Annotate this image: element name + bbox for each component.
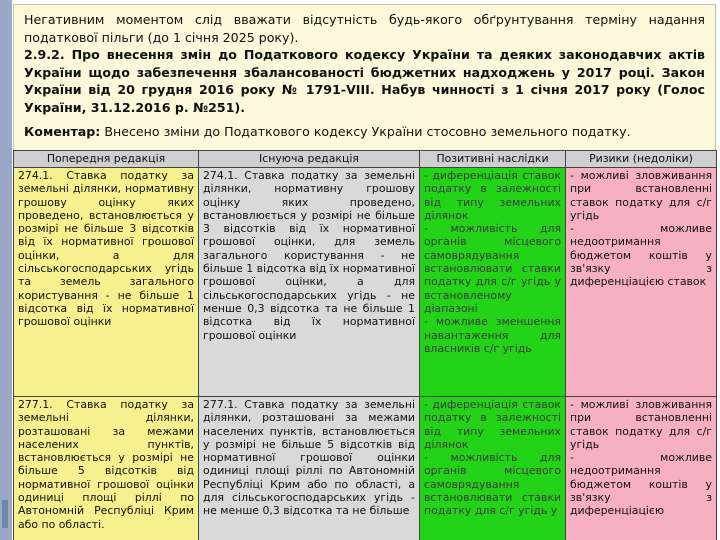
cell-text: - можливі зловживання при встановленні ставок податку для с/г угідь - можливе недоотримання бюджетом коштів у зв'язку з диференціацією [570, 398, 712, 518]
cell-previous [14, 168, 199, 397]
accent-bar-marker [2, 500, 8, 528]
table-row [14, 168, 717, 397]
cell-current [199, 168, 420, 397]
table-header-row [14, 151, 717, 168]
cell-text: - диференціація ставок податку в залежності від типу земельних ділянок - можливість для органів місцевого самоврядування встановлювати ставки податку для с/г угідь у [424, 398, 561, 518]
cell-positive [420, 168, 566, 397]
cell-text: - диференціація ставок податку в залежності від типу земельних ділянок - можливість для органів місцевого самоврядування встановлювати ставки податку для с/г угідь у встановленому діапазоні - можливе зменшення навантаження для власників с/г угідь [424, 169, 561, 355]
comment-text: Внесено зміни до Податкового кодексу України стосовно земельного податку. [100, 124, 631, 139]
cell-risks [566, 397, 717, 540]
left-accent-bar [0, 0, 12, 540]
header-positive: Позитивні наслідки [420, 151, 566, 168]
cell-text: 274.1. Ставка податку за земельні ділянки, нормативну грошову оцінку яких проведено, встановлюється у розмірі не більше 3 відсотків від їх нормативної грошової оцінки, для земель загального користування - не більше 1 відсотка від їх нормативної грошової оцінки, а для сільськогосподарських угідь - не менше 0,3 відсотка та не більше 1 відсотка від їх нормативної грошової оцінки [203, 169, 415, 342]
intro-paragraph: Негативним моментом слід вважати відсутність будь-якого обґрунтування терміну надання податкової пільги (до 1 січня 2025 року). [24, 12, 705, 45]
header-previous: Попередня редакція [14, 151, 199, 168]
table-row [14, 397, 717, 540]
intro-text-box [13, 4, 716, 151]
cell-text: 277.1. Ставка податку за земельні ділянки, розташовані за межами населених пунктів, встановлюється у розмірі не більше 5 відсотків від нормативної грошової оцінки одиниці площі ріллі по Автономній Республіці Крим або по області. [18, 398, 194, 531]
header-risks: Ризики (недоліки) [566, 151, 717, 168]
cell-current [199, 397, 420, 540]
cell-previous [14, 397, 199, 540]
law-heading: 2.9.2. Про внесення змін до Податкового кодексу України та деяких законодавчих актів України щодо забезпечення збалансованості бюджетних надходжень у 2017 році. Закон України від 20 грудня 2016 року № 1791-VIII. Набув чинності з 1 січня 2017 року (Голос України, 31.12.2016 р. №251). [24, 47, 705, 115]
cell-text: - можливі зловживання при встановленні ставок податку для с/г угідь - можливе недоотримання бюджетом коштів у зв'язку з диференціацією ставок [570, 169, 712, 289]
comment-label: Коментар: [24, 124, 101, 139]
cell-text: 277.1. Ставка податку за земельні ділянки, розташовані за межами населених пунктів, встановлюється у розмірі не більше 5 відсотків від нормативної грошової оцінки одиниці площі ріллі по Автономній Республіці Крим або по області, а для сільськогосподарських угідь - не менше 0,3 відсотка та не більше [203, 398, 415, 518]
comment-paragraph [24, 123, 705, 141]
comparison-table [13, 150, 717, 540]
header-current: Існуюча редакція [199, 151, 420, 168]
cell-text: 274.1. Ставка податку за земельні ділянки, нормативну грошову оцінку яких проведено, встановлюється у розмірі не більше 3 відсотків від їх нормативної грошової оцінки, а для сільськогосподарських угідь та земель загального користування - не більше 1 відсотка від їх нормативної грошової оцінки [18, 169, 194, 329]
cell-positive [420, 397, 566, 540]
cell-risks [566, 168, 717, 397]
